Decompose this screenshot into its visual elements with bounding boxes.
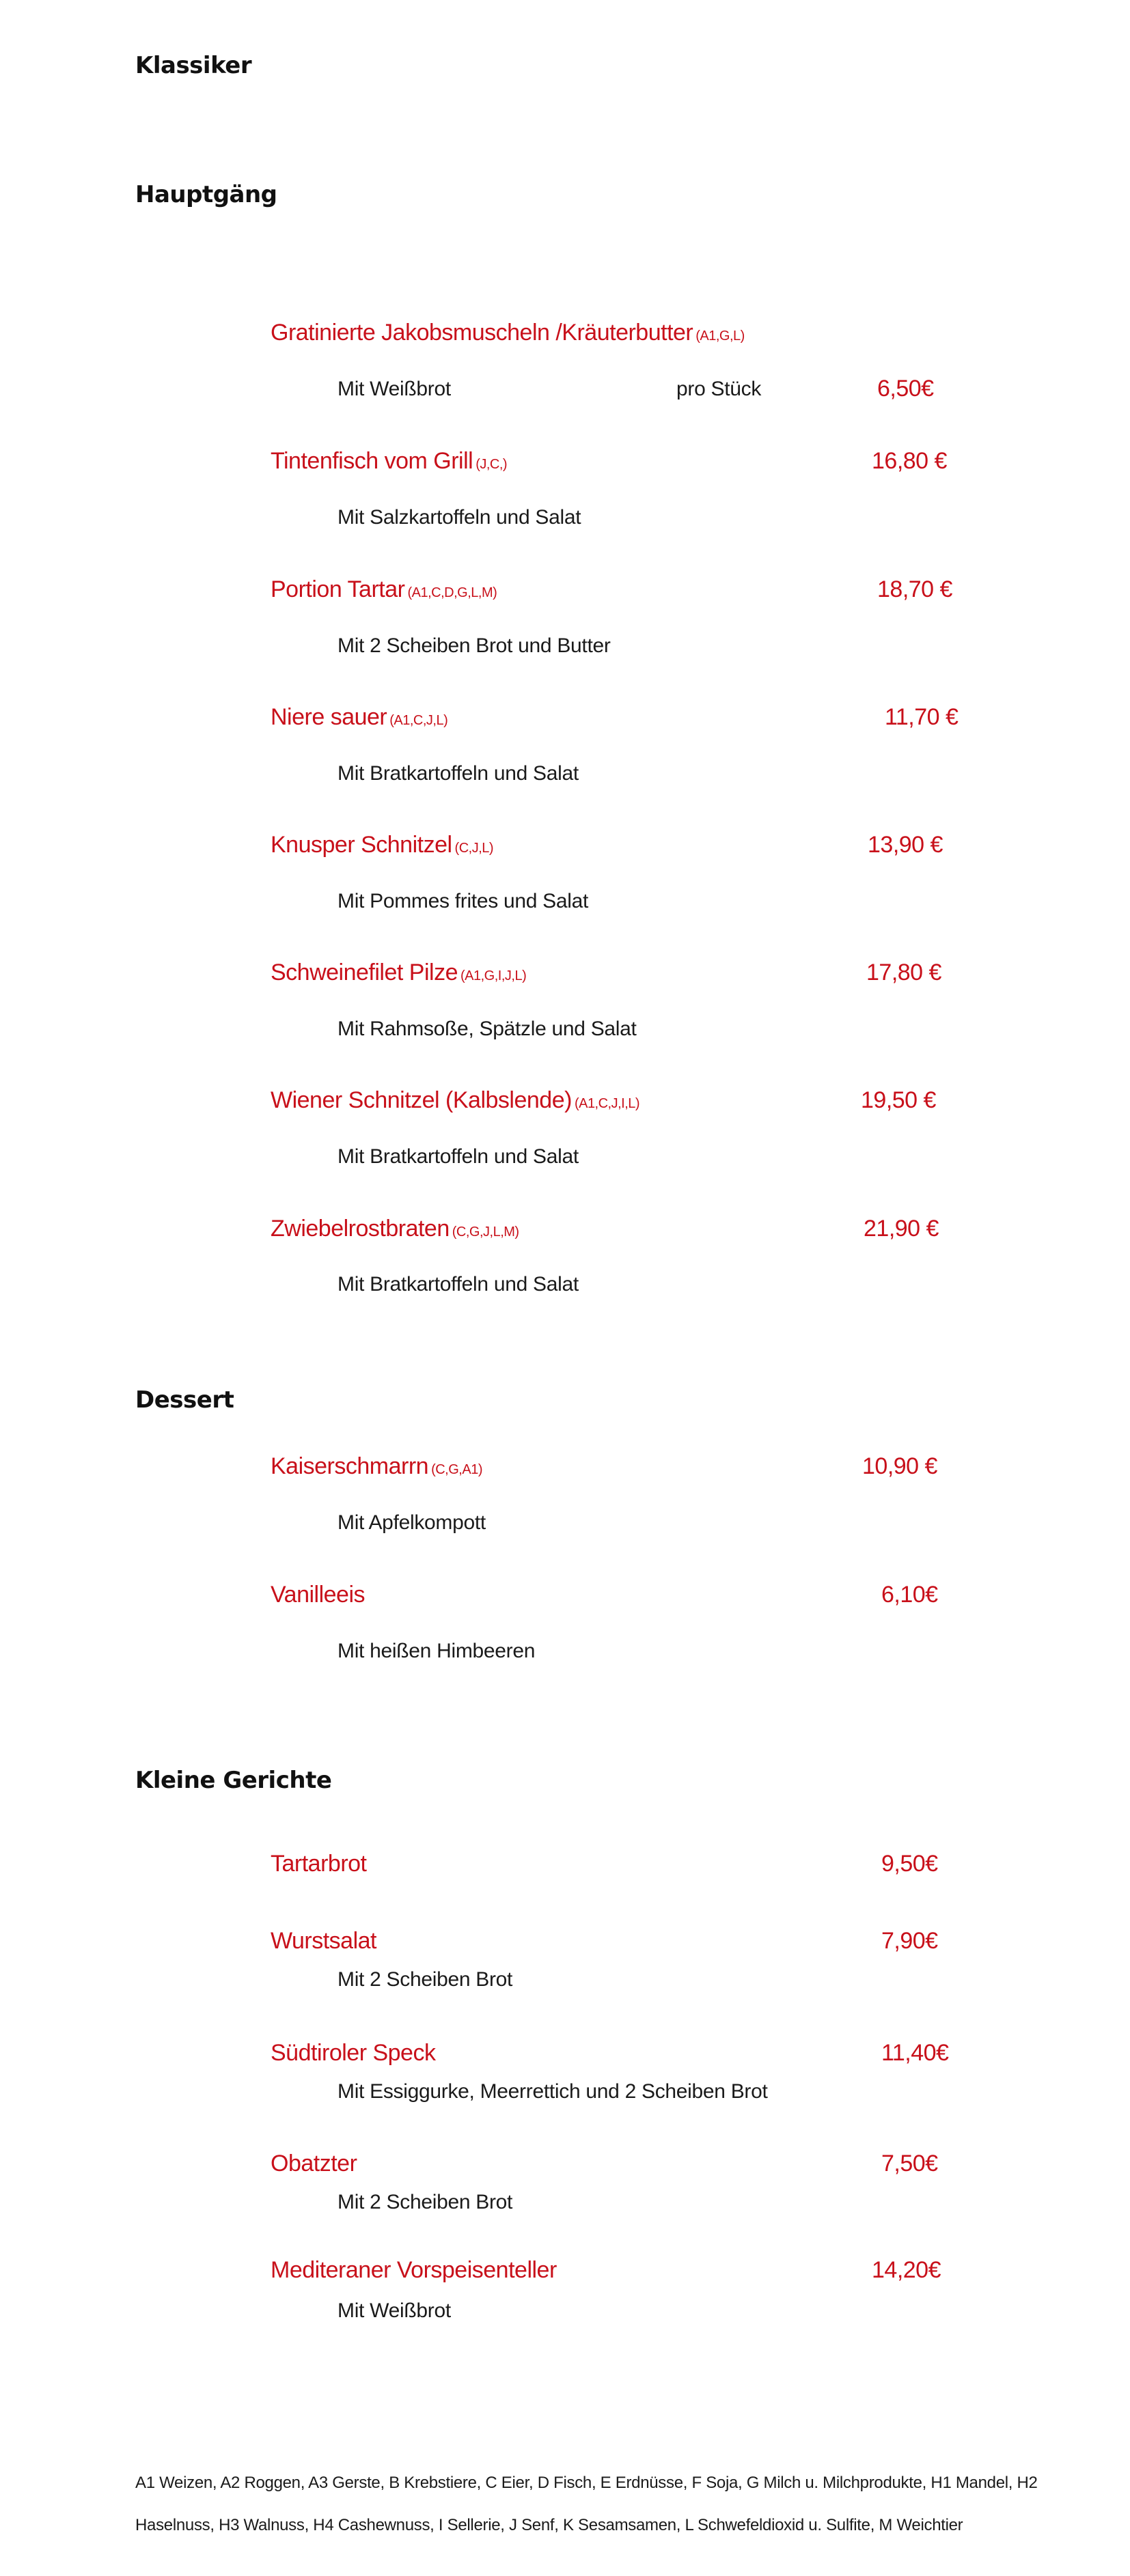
dish-price: 18,70 € [877, 576, 952, 602]
dish-price: 13,90 € [868, 832, 943, 858]
allergen-legend-line-2: Haselnuss, H3 Walnuss, H4 Cashewnuss, I Sellerie, J Senf, K Sesamsamen, L Schwefeldioxid u. Sulfite, M Weichtier [135, 2516, 963, 2534]
dish-name: Schweinefilet Pilze (A1,G,I,J,L) [271, 960, 527, 985]
allergen-codes: (J,C,) [476, 457, 508, 472]
dish-name: Südtiroler Speck [271, 2040, 436, 2066]
dish-description: Mit Essiggurke, Meerrettich und 2 Scheiben Brot [337, 2080, 768, 2103]
dish-description: Mit Weißbrot [337, 378, 451, 400]
dish-price: 10,90 € [862, 1453, 937, 1479]
dish-description: Mit 2 Scheiben Brot [337, 2191, 513, 2213]
dish-name: Wurstsalat [271, 1928, 376, 1954]
dish-description: Mit Pommes frites und Salat [337, 890, 589, 912]
allergen-codes: (A1,G,I,J,L) [460, 968, 527, 983]
dish-price: 17,80 € [866, 960, 941, 985]
dish-unit: pro Stück [676, 378, 762, 400]
dish-price: 11,40€ [881, 2040, 949, 2066]
dish-description: Mit Bratkartoffeln und Salat [337, 762, 579, 785]
dish-name: Gratinierte Jakobsmuscheln /Kräuterbutter (A1,G,L) [271, 320, 745, 346]
dish-price: 14,20€ [872, 2257, 941, 2283]
dish-name: Tartarbrot [271, 1851, 367, 1877]
allergen-codes: (A1,C,D,G,L,M) [407, 585, 497, 600]
dish-price: 19,50 € [861, 1087, 936, 1113]
allergen-codes: (A1,C,J,L) [389, 713, 448, 728]
dish-name: Zwiebelrostbraten (C,G,J,L,M) [271, 1216, 519, 1242]
allergen-legend-line-1: A1 Weizen, A2 Roggen, A3 Gerste, B Krebstiere, C Eier, D Fisch, E Erdnüsse, F Soja, G Milch u. Milchprodukte, H1 Mandel, H2 [135, 2474, 1038, 2492]
allergen-codes: (A1,G,L) [695, 328, 745, 344]
dish-description: Mit Apfelkompott [337, 1511, 486, 1534]
dish-name: Kaiserschmarrn (C,G,A1) [271, 1453, 482, 1479]
dish-name: Portion Tartar (A1,C,D,G,L,M) [271, 576, 497, 602]
dish-description: Mit Rahmsoße, Spätzle und Salat [337, 1018, 637, 1040]
allergen-codes: (A1,C,J,I,L) [574, 1096, 640, 1111]
dish-price: 21,90 € [864, 1216, 939, 1242]
section-heading-main: Hauptgäng [135, 181, 277, 208]
dish-description: Mit Salzkartoffeln und Salat [337, 506, 581, 529]
dish-description: Mit Bratkartoffeln und Salat [337, 1145, 579, 1168]
dish-price: 7,90€ [881, 1928, 938, 1954]
dish-name: Tintenfisch vom Grill (J,C,) [271, 448, 508, 474]
dish-description: Mit Weißbrot [337, 2299, 451, 2322]
dish-description: Mit 2 Scheiben Brot [337, 1968, 513, 1991]
dish-description: Mit heißen Himbeeren [337, 1640, 536, 1662]
dish-price: 7,50€ [881, 2151, 938, 2176]
page-title: Klassiker [135, 52, 252, 79]
dish-name: Vanilleeis [271, 1582, 366, 1608]
section-heading-dessert: Dessert [135, 1386, 234, 1414]
dish-price: 6,10€ [881, 1582, 938, 1608]
dish-price: 16,80 € [872, 448, 947, 474]
dish-name: Obatzter [271, 2151, 357, 2176]
dish-price: 6,50€ [877, 376, 934, 402]
dish-description: Mit Bratkartoffeln und Salat [337, 1273, 579, 1296]
dish-name: Knusper Schnitzel (C,J,L) [271, 832, 494, 858]
dish-name: Mediteraner Vorspeisenteller [271, 2257, 557, 2283]
allergen-codes: (C,J,L) [454, 841, 494, 856]
dish-price: 11,70 € [885, 704, 959, 730]
allergen-codes: (C,G,J,L,M) [452, 1224, 519, 1240]
dish-description: Mit 2 Scheiben Brot und Butter [337, 634, 611, 657]
section-heading-small: Kleine Gerichte [135, 1767, 332, 1794]
dish-name: Wiener Schnitzel (Kalbslende) (A1,C,J,I,L) [271, 1087, 640, 1113]
dish-name: Niere sauer (A1,C,J,L) [271, 704, 448, 730]
dish-price: 9,50€ [881, 1851, 938, 1877]
allergen-codes: (C,G,A1) [431, 1462, 482, 1477]
